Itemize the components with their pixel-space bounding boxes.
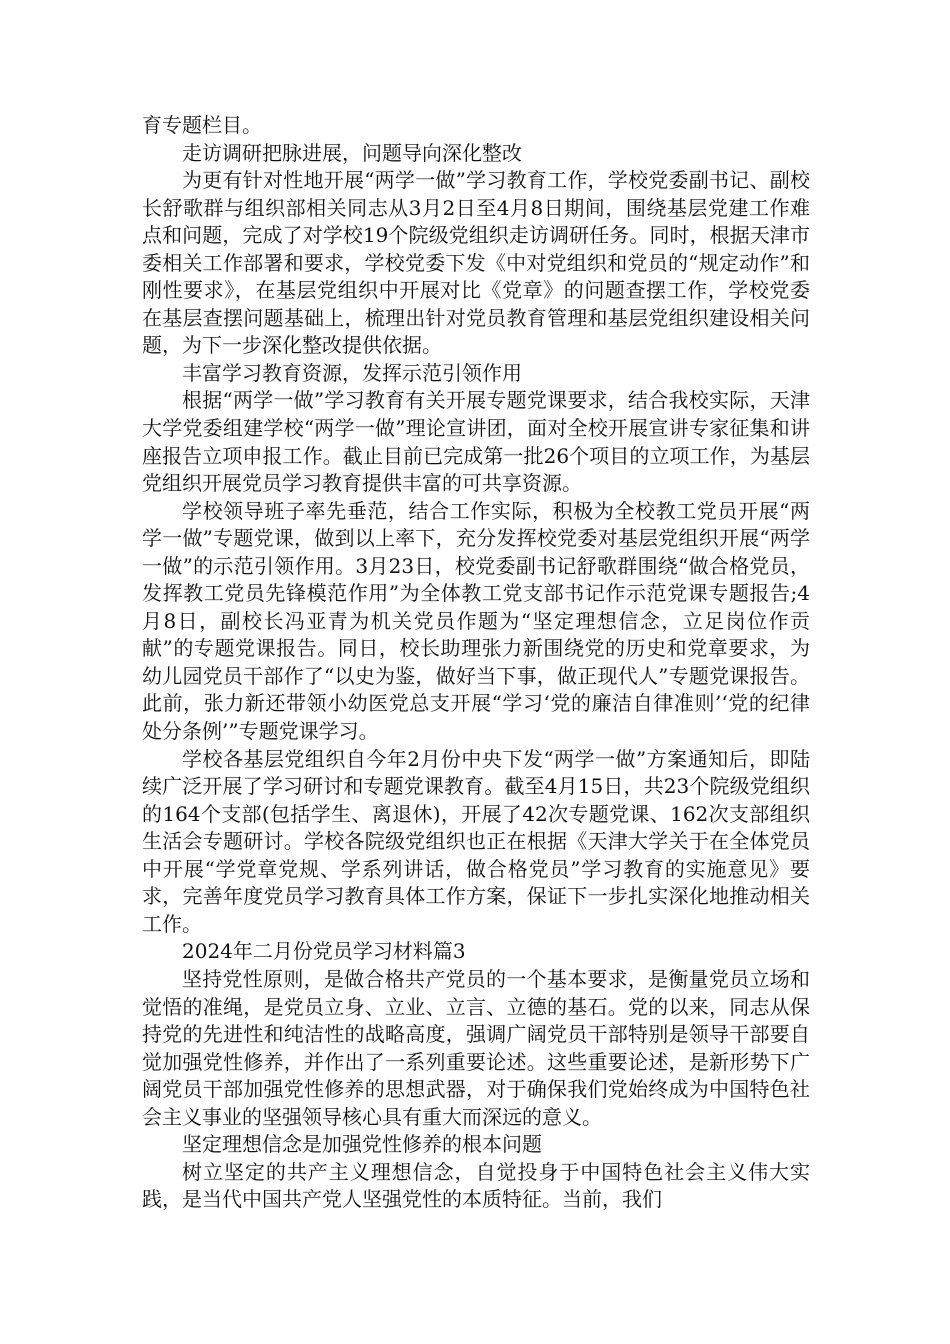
paragraph-party-principle: 坚持党性原则，是做合格共产党员的一个基本要求，是衡量党员立场和觉悟的准绳，是党员立身、立业、立言、立德的基石。党的以来，同志从保持党的先进性和纯洁性的战略高度，强调广阔党员干部特别是领导干部要自觉加强党性修养，并作出了一系列重要论述。这些重要论述，是新形势下广阔党员干部加强党性修养的思想武器，对于确保我们党始终成为中国特色社会主义事业的坚强领导核心具有重大而深远的意义。 [142,966,810,1129]
section-heading-visit-research: 走访调研把脉进展，问题导向深化整改 [182,140,522,165]
paragraph-branch-activities: 学校各基层党组织自今年2月份中央下发“两学一做”方案通知后，即陆续广泛开展了学习研讨和专题党课教育。截至4月15日，共23个院级党组织的164个支部(包括学生、离退休)，开展了42次专题党课、162次支部组织生活会专题研讨。学校各院级党组织也正在根据《天津大学关于在全体党员中开展“学党章党规、学系列讲话，做合格党员”学习教育的实施意见》要求，完善年度党员学习教育具体工作方案，保证下一步扎实深化地推动相关工作。 [142,746,810,936]
paragraph-leadership-lectures: 学校领导班子率先垂范，结合工作实际，积极为全校教工党员开展“两学一做”专题党课，做到以上率下，充分发挥校党委对基层党组织开展“两学一做”的示范引领作用。3月23日，校党委副书记舒歌群围绕“做合格党员，发挥教工党员先锋模范作用”为全体教工党支部书记作示范党课专题报告;4月8日，副校长冯亚青为机关党员作题为“坚定理想信念，立足岗位作贡献”的专题党课报告。同日，校长助理张力新围绕党的历史和党章要求，为幼儿园党员干部作了“以史为鉴，做好当下事，做正现代人”专题党课报告。此前，张力新还带领小幼医党总支开展“学习‘党的廉洁自律准则’‘党的纪律处分条例’”专题党课学习。 [142,498,810,744]
paragraph-lecture-team: 根据“两学一做”学习教育有关开展专题党课要求，结合我校实际，天津大学党委组建学校“两学一做”理论宣讲团，面对全校开展宣讲专家征集和讲座报告立项申报工作。截止目前已完成第一批26个项目的立项工作，为基层党组织开展党员学习教育提供丰富的可共享资源。 [142,388,810,496]
paragraph-continuation: 育专题栏目。 [142,113,262,137]
document-page [142,112,810,1214]
section-heading-ideals: 坚定理想信念是加强党性修养的根本问题 [182,1132,542,1157]
article-title-part-3: 2024年二月份党员学习材料篇3 [182,939,466,964]
paragraph-visit-research: 为更有针对性地开展“两学一做”学习教育工作，学校党委副书记、副校长舒歌群与组织部相关同志从3月2日至4月8日期间，围绕基层党建工作难点和问题，完成了对学校19个院级党组织走访调研任务。同时，根据天津市委相关工作部署和要求，学校党委下发《中对党组织和党员的“规定动作”和刚性要求》，在基层党组织中开展对比《党章》的问题查摆工作，学校党委在基层查摆问题基础上，梳理出针对党员教育管理和基层党组织建设相关问题，为下一步深化整改提供依据。 [142,168,810,358]
paragraph-ideals: 树立坚定的共产主义理想信念，自觉投身于中国特色社会主义伟大实践，是当代中国共产党人坚强党性的本质特征。当前，我们 [142,1159,810,1212]
section-heading-resources: 丰富学习教育资源，发挥示范引领作用 [182,360,522,385]
